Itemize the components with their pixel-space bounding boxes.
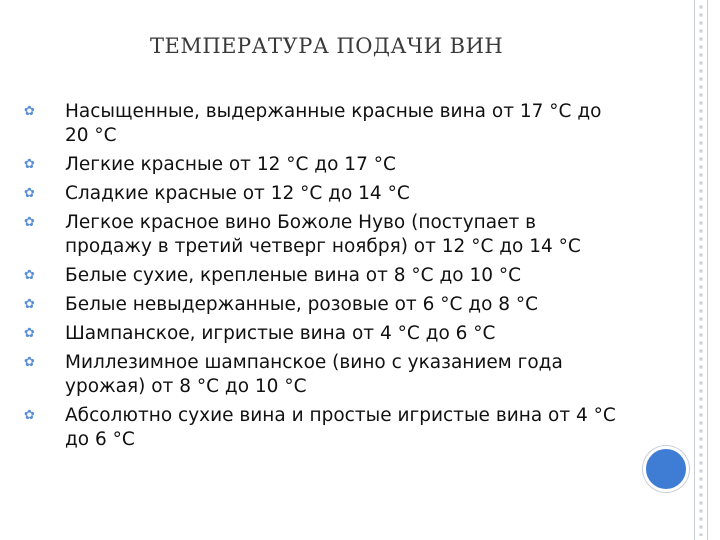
list-item-text: Белые невыдержанные, розовые от 6 °С до 8 °С: [65, 294, 539, 315]
accent-circle-decoration: [643, 446, 689, 492]
list-item-text: Сладкие красные от 12 °С до 14 °С: [65, 183, 410, 204]
list-item-text: Абсолютно сухие вина и простые игристые вина от 4 °С до 6 °С: [65, 405, 616, 450]
fleuron-icon: ✿: [24, 186, 35, 201]
list-item: [24, 404, 624, 452]
list-item-text: Шампанское, игристые вина от 4 °С до 6 °С: [65, 323, 496, 344]
fleuron-icon: ✿: [24, 215, 35, 230]
slide-title: ТЕМПЕРАТУРА ПОДАЧИ ВИН: [150, 34, 504, 58]
fleuron-icon: ✿: [24, 355, 35, 370]
border-line: [707, 0, 708, 540]
fleuron-icon: ✿: [24, 104, 35, 119]
list-item-text: Насыщенные, выдержанные красные вина от 17 °С до 20 °С: [65, 101, 602, 146]
list-item-text: Миллезимное шампанское (вино с указанием года урожая) от 8 °С до 10 °С: [65, 352, 563, 397]
list-item: [24, 211, 624, 259]
fleuron-icon: ✿: [24, 326, 35, 341]
border-chain-decoration: [698, 4, 704, 536]
list-item-text: Легкие красные от 12 °С до 17 °С: [65, 154, 396, 175]
list-item: [24, 100, 624, 148]
list-item: [24, 153, 624, 177]
list-item-text: Белые сухие, крепленые вина от 8 °С до 10 °С: [65, 265, 522, 286]
fleuron-icon: ✿: [24, 297, 35, 312]
fleuron-icon: ✿: [24, 268, 35, 283]
list-item: [24, 351, 624, 399]
border-line: [694, 0, 695, 540]
list-item-text: Легкое красное вино Божоле Нуво (поступает в продажу в третий четверг ноября) от 12 °С до 14 °С: [65, 212, 581, 257]
bullet-list: [24, 100, 624, 457]
list-item: [24, 293, 624, 317]
fleuron-icon: ✿: [24, 408, 35, 423]
list-item: [24, 264, 624, 288]
fleuron-icon: ✿: [24, 157, 35, 172]
list-item: [24, 182, 624, 206]
list-item: [24, 322, 624, 346]
